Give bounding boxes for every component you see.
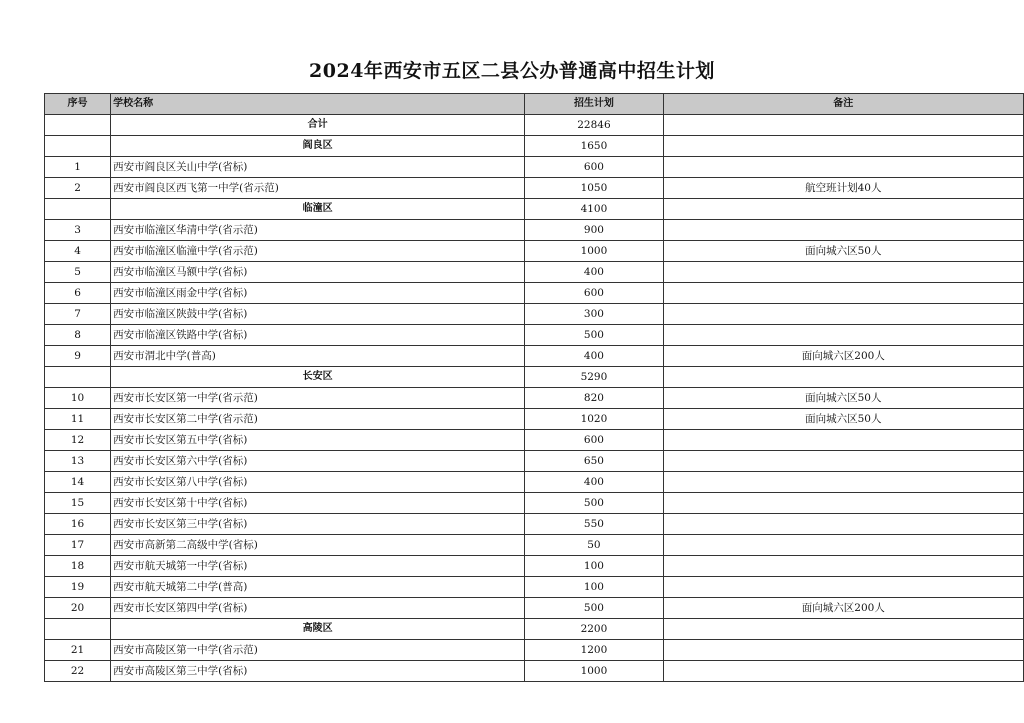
- school-name-cell: 西安市临潼区临潼中学(省示范): [111, 241, 525, 262]
- table-row: [45, 241, 1024, 262]
- remarks-cell: [663, 472, 1023, 493]
- row-index-cell: 10: [45, 388, 111, 409]
- school-name-cell: 西安市长安区第六中学(省标): [111, 451, 525, 472]
- enrollment-plan-cell: 50: [525, 535, 663, 556]
- row-index-cell: 12: [45, 430, 111, 451]
- table-row: [45, 514, 1024, 535]
- remarks-cell: [663, 262, 1023, 283]
- remarks-cell: 航空班计划40人: [663, 178, 1023, 199]
- school-name-cell: 西安市航天城第一中学(省标): [111, 556, 525, 577]
- district-subtotal-row: [45, 199, 1024, 220]
- row-index-cell: [45, 199, 111, 220]
- enrollment-plan-cell: 1200: [525, 640, 663, 661]
- school-name-cell: 西安市临潼区华清中学(省示范): [111, 220, 525, 241]
- remarks-cell: [663, 136, 1023, 157]
- enrollment-plan-cell: 1050: [525, 178, 663, 199]
- enrollment-plan-cell: 300: [525, 304, 663, 325]
- row-index-cell: [45, 115, 111, 136]
- remarks-cell: [663, 535, 1023, 556]
- school-name-cell: 合计: [111, 115, 525, 136]
- header-remarks: 备注: [663, 94, 1023, 115]
- row-index-cell: 5: [45, 262, 111, 283]
- row-index-cell: [45, 136, 111, 157]
- table-row: [45, 430, 1024, 451]
- row-index-cell: 2: [45, 178, 111, 199]
- header-school-name: 学校名称: [111, 94, 525, 115]
- school-name-cell: 西安市长安区第一中学(省示范): [111, 388, 525, 409]
- row-index-cell: 15: [45, 493, 111, 514]
- enrollment-plan-cell: 600: [525, 283, 663, 304]
- school-name-cell: 西安市长安区第二中学(省示范): [111, 409, 525, 430]
- school-name-cell: 西安市长安区第十中学(省标): [111, 493, 525, 514]
- school-name-cell: 长安区: [111, 367, 525, 388]
- header-index: 序号: [45, 94, 111, 115]
- school-name-cell: 西安市高陵区第三中学(省标): [111, 661, 525, 682]
- row-index-cell: 7: [45, 304, 111, 325]
- district-subtotal-row: [45, 115, 1024, 136]
- row-index-cell: 22: [45, 661, 111, 682]
- school-name-cell: 高陵区: [111, 619, 525, 640]
- table-row: [45, 556, 1024, 577]
- enrollment-plan-table: [44, 93, 1024, 682]
- table-row: [45, 346, 1024, 367]
- enrollment-plan-cell: 500: [525, 598, 663, 619]
- table-header-row: [45, 94, 1024, 115]
- table-row: [45, 409, 1024, 430]
- school-name-cell: 西安市航天城第二中学(普高): [111, 577, 525, 598]
- table-row: [45, 493, 1024, 514]
- remarks-cell: [663, 493, 1023, 514]
- row-index-cell: 18: [45, 556, 111, 577]
- table-body: [45, 115, 1024, 682]
- remarks-cell: [663, 430, 1023, 451]
- school-name-cell: 西安市长安区第四中学(省标): [111, 598, 525, 619]
- row-index-cell: 14: [45, 472, 111, 493]
- row-index-cell: 9: [45, 346, 111, 367]
- remarks-cell: [663, 640, 1023, 661]
- table-row: [45, 283, 1024, 304]
- remarks-cell: [663, 304, 1023, 325]
- row-index-cell: 3: [45, 220, 111, 241]
- enrollment-plan-cell: 2200: [525, 619, 663, 640]
- remarks-cell: [663, 220, 1023, 241]
- district-subtotal-row: [45, 367, 1024, 388]
- school-name-cell: 西安市阎良区西飞第一中学(省示范): [111, 178, 525, 199]
- enrollment-plan-cell: 1020: [525, 409, 663, 430]
- remarks-cell: [663, 115, 1023, 136]
- row-index-cell: 6: [45, 283, 111, 304]
- remarks-cell: [663, 367, 1023, 388]
- row-index-cell: 21: [45, 640, 111, 661]
- table-row: [45, 472, 1024, 493]
- table-row: [45, 178, 1024, 199]
- row-index-cell: 1: [45, 157, 111, 178]
- table-row: [45, 388, 1024, 409]
- row-index-cell: 17: [45, 535, 111, 556]
- enrollment-plan-cell: 4100: [525, 199, 663, 220]
- district-subtotal-row: [45, 136, 1024, 157]
- row-index-cell: 20: [45, 598, 111, 619]
- table-row: [45, 598, 1024, 619]
- table-row: [45, 451, 1024, 472]
- enrollment-plan-cell: 500: [525, 493, 663, 514]
- enrollment-plan-cell: 500: [525, 325, 663, 346]
- row-index-cell: [45, 619, 111, 640]
- row-index-cell: 19: [45, 577, 111, 598]
- school-name-cell: 西安市高陵区第一中学(省示范): [111, 640, 525, 661]
- row-index-cell: [45, 367, 111, 388]
- enrollment-plan-cell: 400: [525, 472, 663, 493]
- enrollment-plan-cell: 22846: [525, 115, 663, 136]
- school-name-cell: 西安市高新第二高级中学(省标): [111, 535, 525, 556]
- table-row: [45, 262, 1024, 283]
- school-name-cell: 临潼区: [111, 199, 525, 220]
- enrollment-plan-cell: 550: [525, 514, 663, 535]
- enrollment-plan-cell: 650: [525, 451, 663, 472]
- enrollment-plan-cell: 100: [525, 556, 663, 577]
- page-title: 2024年西安市五区二县公办普通高中招生计划: [309, 60, 715, 82]
- enrollment-plan-cell: 1650: [525, 136, 663, 157]
- remarks-cell: 面向城六区200人: [663, 346, 1023, 367]
- enrollment-plan-cell: 1000: [525, 661, 663, 682]
- enrollment-plan-cell: 820: [525, 388, 663, 409]
- school-name-cell: 西安市临潼区陕鼓中学(省标): [111, 304, 525, 325]
- row-index-cell: 8: [45, 325, 111, 346]
- remarks-cell: [663, 577, 1023, 598]
- remarks-cell: [663, 451, 1023, 472]
- enrollment-plan-cell: 600: [525, 430, 663, 451]
- row-index-cell: 13: [45, 451, 111, 472]
- school-name-cell: 西安市临潼区雨金中学(省标): [111, 283, 525, 304]
- enrollment-plan-cell: 900: [525, 220, 663, 241]
- remarks-cell: 面向城六区50人: [663, 409, 1023, 430]
- remarks-cell: 面向城六区50人: [663, 388, 1023, 409]
- remarks-cell: 面向城六区50人: [663, 241, 1023, 262]
- remarks-cell: [663, 325, 1023, 346]
- enrollment-plan-cell: 400: [525, 346, 663, 367]
- row-index-cell: 4: [45, 241, 111, 262]
- school-name-cell: 西安市长安区第三中学(省标): [111, 514, 525, 535]
- remarks-cell: [663, 619, 1023, 640]
- remarks-cell: [663, 661, 1023, 682]
- school-name-cell: 西安市长安区第八中学(省标): [111, 472, 525, 493]
- table-row: [45, 220, 1024, 241]
- remarks-cell: [663, 157, 1023, 178]
- enrollment-plan-cell: 5290: [525, 367, 663, 388]
- row-index-cell: 11: [45, 409, 111, 430]
- table-row: [45, 304, 1024, 325]
- table-row: [45, 157, 1024, 178]
- remarks-cell: [663, 199, 1023, 220]
- header-enrollment-plan: 招生计划: [525, 94, 663, 115]
- remarks-cell: [663, 514, 1023, 535]
- enrollment-plan-cell: 600: [525, 157, 663, 178]
- table-row: [45, 577, 1024, 598]
- row-index-cell: 16: [45, 514, 111, 535]
- remarks-cell: 面向城六区200人: [663, 598, 1023, 619]
- table-row: [45, 640, 1024, 661]
- table-row: [45, 535, 1024, 556]
- remarks-cell: [663, 283, 1023, 304]
- enrollment-plan-cell: 400: [525, 262, 663, 283]
- table-row: [45, 325, 1024, 346]
- school-name-cell: 西安市渭北中学(普高): [111, 346, 525, 367]
- school-name-cell: 西安市临潼区铁路中学(省标): [111, 325, 525, 346]
- school-name-cell: 西安市长安区第五中学(省标): [111, 430, 525, 451]
- school-name-cell: 西安市临潼区马额中学(省标): [111, 262, 525, 283]
- remarks-cell: [663, 556, 1023, 577]
- district-subtotal-row: [45, 619, 1024, 640]
- enrollment-plan-cell: 1000: [525, 241, 663, 262]
- enrollment-plan-cell: 100: [525, 577, 663, 598]
- school-name-cell: 阎良区: [111, 136, 525, 157]
- school-name-cell: 西安市阎良区关山中学(省标): [111, 157, 525, 178]
- table-row: [45, 661, 1024, 682]
